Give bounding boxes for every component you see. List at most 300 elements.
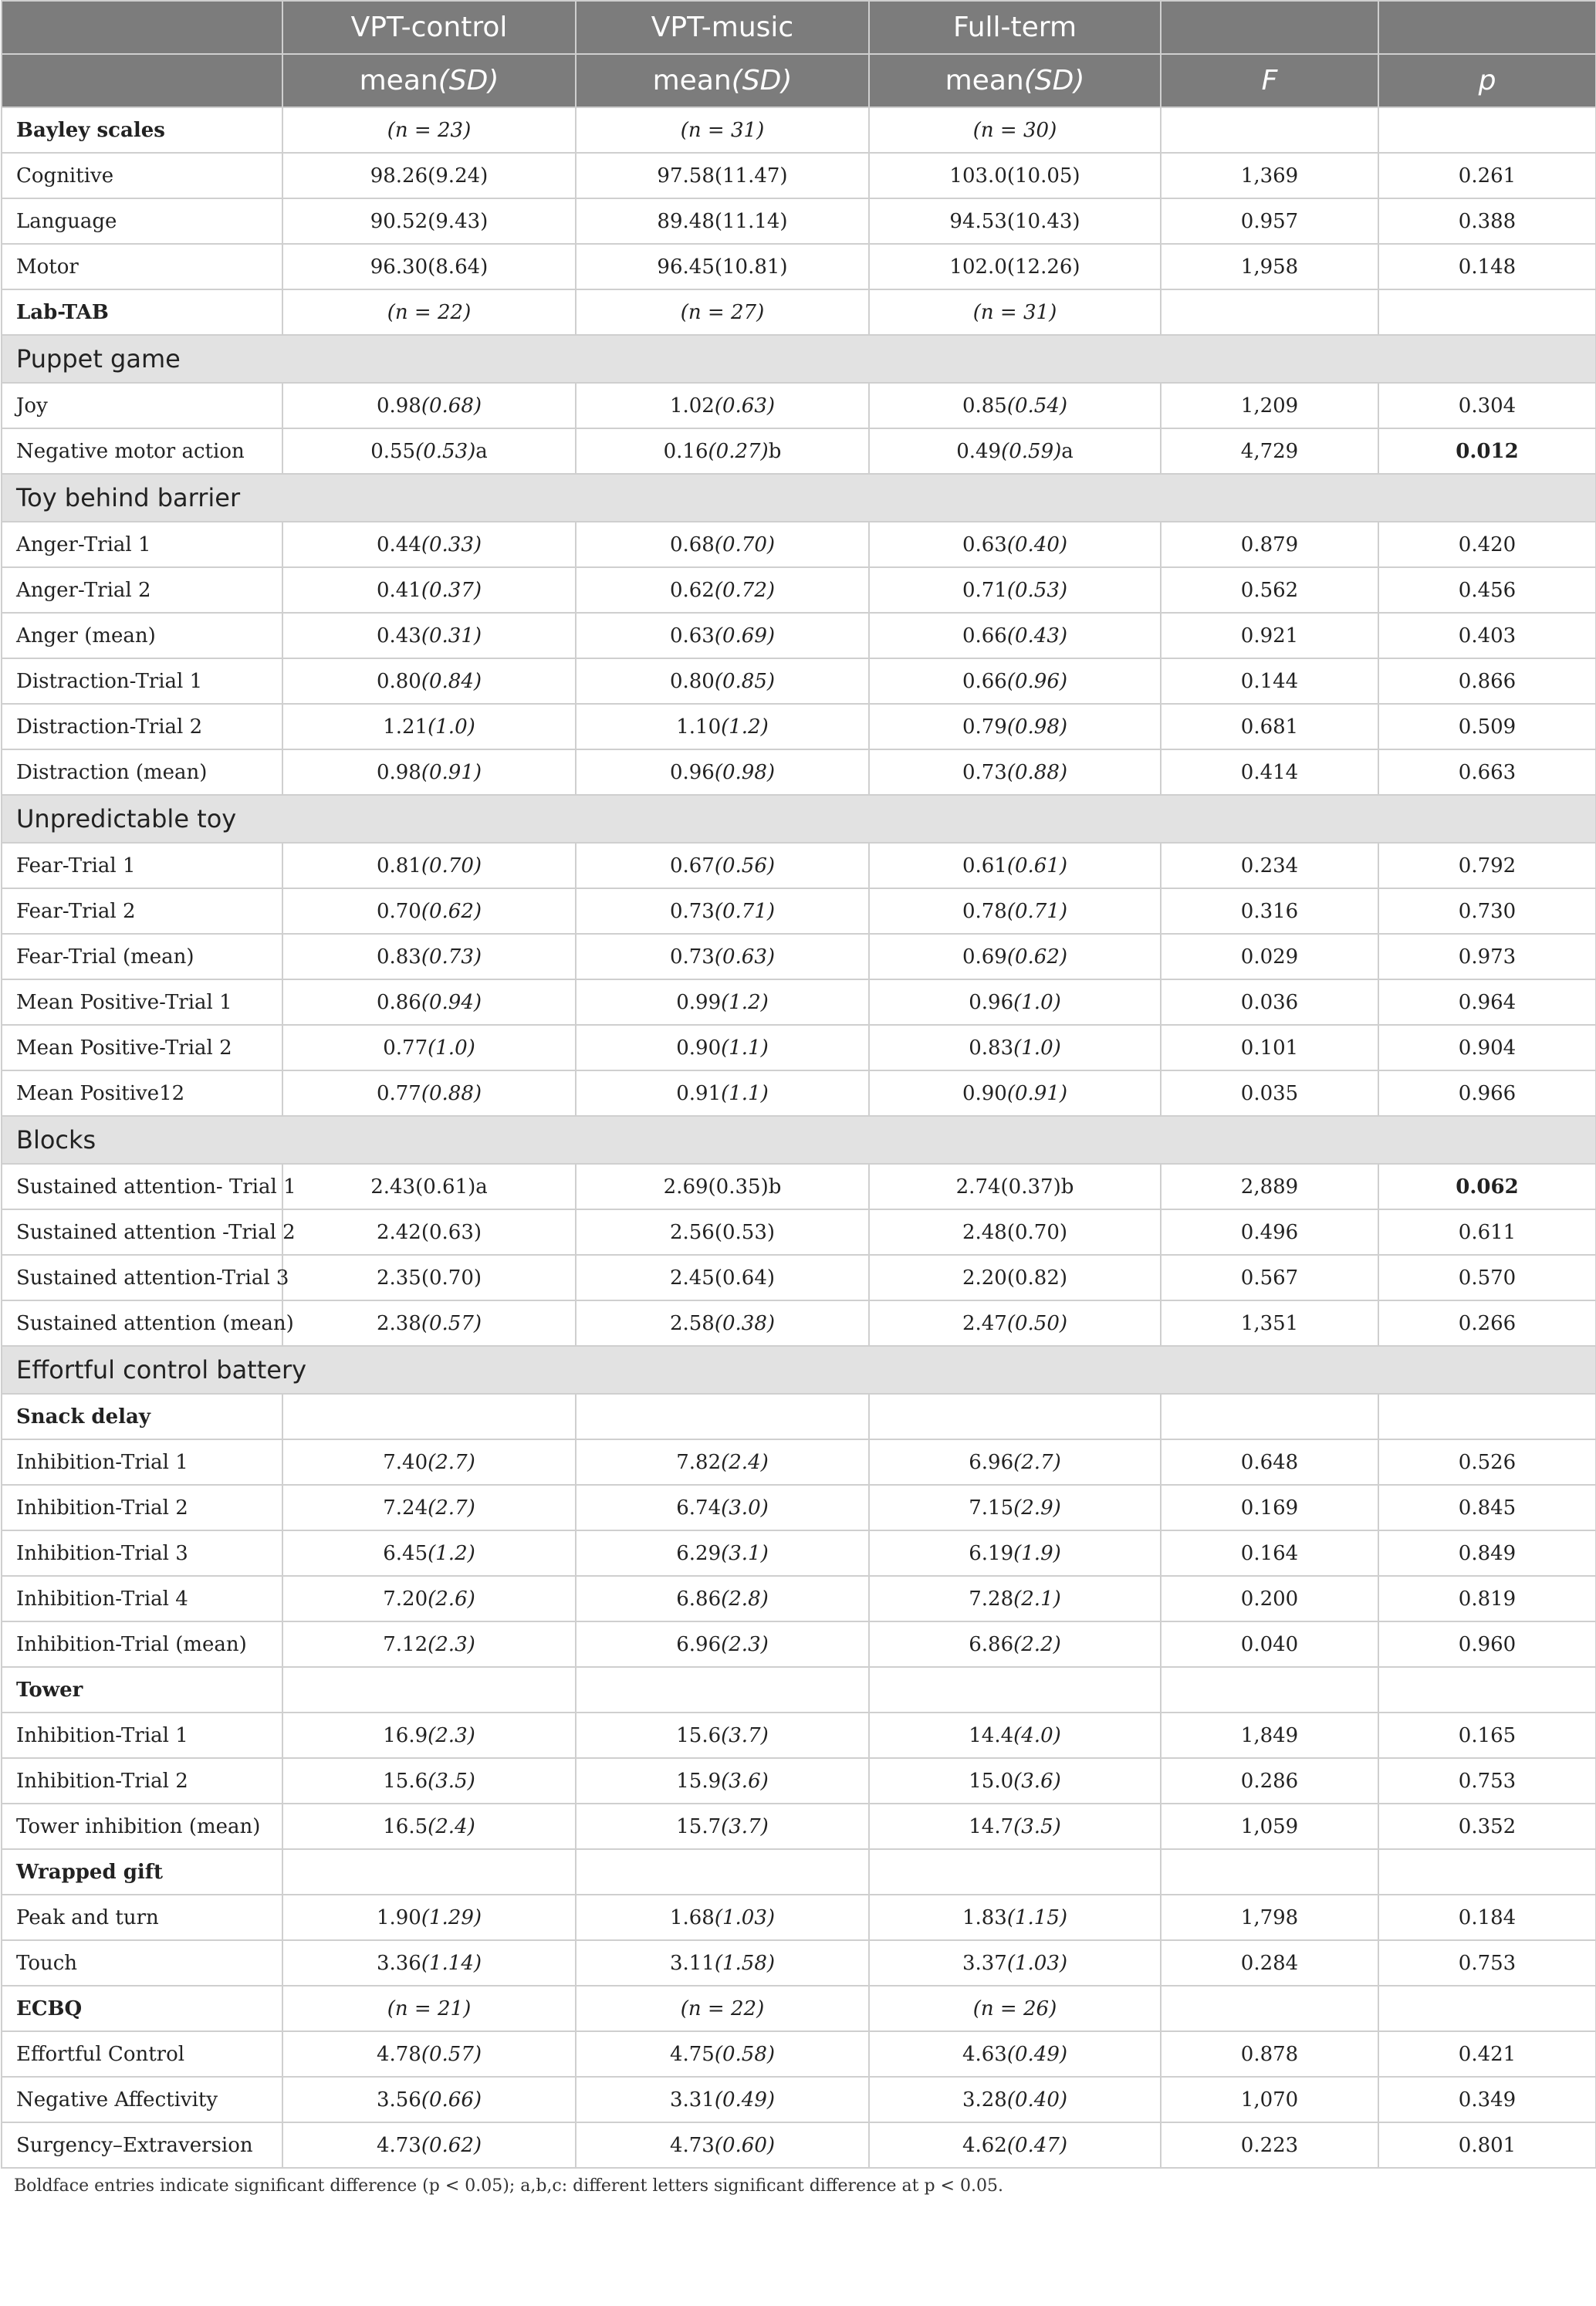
row-label: Sustained attention -Trial 2 — [2, 1209, 282, 1255]
subheading-label: Bayley scales — [2, 107, 282, 153]
p-value: 0.261 — [1378, 153, 1596, 198]
mean-value: 0.63 — [669, 624, 715, 648]
row-label: Fear-Trial 1 — [2, 843, 282, 888]
sd-value: (0.31) — [421, 624, 482, 648]
sd-value: (0.49) — [714, 2088, 776, 2112]
mean-sd-cell — [282, 1070, 576, 1116]
p-value: 0.753 — [1378, 1940, 1596, 1986]
p-value: 0.730 — [1378, 888, 1596, 934]
sd-value: (4.0) — [1013, 1723, 1061, 1747]
row-label: Sustained attention-Trial 3 — [2, 1255, 282, 1300]
sd-value: (0.38) — [714, 1311, 776, 1335]
sd-value: (1.0) — [428, 715, 475, 739]
sd-value: (0.50) — [1006, 1311, 1068, 1335]
mean-sd-cell — [576, 1940, 869, 1986]
table-row — [2, 1070, 1596, 1116]
sd-value: (1.0) — [428, 1036, 475, 1060]
p-value: 0.456 — [1378, 567, 1596, 613]
mean-sd-cell — [282, 1300, 576, 1346]
mean-sd-cell — [869, 198, 1161, 244]
mean-sd-cell — [869, 888, 1161, 934]
sample-size-cell: (n = 31) — [576, 107, 869, 153]
mean-sd-cell — [576, 1485, 869, 1530]
mean-value: 0.61 — [962, 854, 1007, 877]
significance-letter: b — [768, 439, 782, 463]
mean-sd-value: 2.43(0.61)a — [370, 1175, 488, 1199]
row-label: Inhibition-Trial 2 — [2, 1485, 282, 1530]
mean-value: 0.44 — [376, 533, 421, 556]
mean-sd-value: 2.74(0.37)b — [955, 1175, 1074, 1199]
mean-sd-cell — [869, 522, 1161, 567]
sd-value: (2.6) — [428, 1587, 475, 1611]
f-value: 0.200 — [1161, 1576, 1378, 1621]
p-value: 0.904 — [1378, 1025, 1596, 1070]
mean-sd-cell — [869, 934, 1161, 979]
mean-value: 1.90 — [376, 1905, 421, 1929]
row-label: Negative Affectivity — [2, 2077, 282, 2122]
sd-value: (0.62) — [421, 2133, 482, 2157]
row-label: Surgency–Extraversion — [2, 2122, 282, 2168]
sd-value: (0.63) — [714, 394, 776, 418]
empty-cell — [1161, 1986, 1378, 2031]
p-value: 0.062 — [1378, 1164, 1596, 1209]
empty-cell — [1378, 289, 1596, 335]
mean-value: 0.79 — [962, 715, 1007, 739]
mean-sd-cell — [576, 888, 869, 934]
empty-cell — [1161, 107, 1378, 153]
mean-sd-cell — [282, 1713, 576, 1758]
p-value: 0.420 — [1378, 522, 1596, 567]
row-label: Peak and turn — [2, 1895, 282, 1940]
mean-sd-cell — [869, 153, 1161, 198]
row-label: Sustained attention (mean) — [2, 1300, 282, 1346]
mean-value: 6.96 — [969, 1450, 1014, 1474]
mean-value: 2.47 — [962, 1311, 1007, 1335]
f-value: 0.029 — [1161, 934, 1378, 979]
mean-value: 0.63 — [962, 533, 1007, 556]
row-label: Inhibition-Trial (mean) — [2, 1621, 282, 1667]
section-title: Effortful control battery — [2, 1346, 1596, 1394]
empty-cell — [1161, 1394, 1378, 1439]
table-row — [2, 1164, 1596, 1209]
header-mean-sd: mean(SD) — [869, 54, 1161, 107]
mean-value: 0.66 — [962, 669, 1007, 693]
mean-sd-value: 2.69(0.35)b — [663, 1175, 782, 1199]
row-label: Mean Positive-Trial 2 — [2, 1025, 282, 1070]
sd-value: (0.85) — [714, 669, 776, 693]
f-value: 0.286 — [1161, 1758, 1378, 1804]
sample-size-cell: (n = 23) — [282, 107, 576, 153]
sd-value: (1.1) — [721, 1081, 769, 1105]
section-header-row — [2, 795, 1596, 843]
mean-sd-cell — [282, 1025, 576, 1070]
row-label: Anger (mean) — [2, 613, 282, 658]
mean-sd-value: 2.42(0.63) — [376, 1220, 482, 1244]
mean-sd-value: 96.30(8.64) — [370, 255, 489, 279]
sd-value: (0.40) — [1006, 2088, 1068, 2112]
mean-sd-cell — [576, 2031, 869, 2077]
sd-value: (3.1) — [721, 1541, 769, 1565]
table-row — [2, 567, 1596, 613]
mean-sd-cell — [576, 244, 869, 289]
sd-value: (0.71) — [1006, 899, 1068, 923]
table-row — [2, 198, 1596, 244]
f-value: 1,958 — [1161, 244, 1378, 289]
header-vpt-control: VPT-control — [282, 1, 576, 54]
f-value: 1,849 — [1161, 1713, 1378, 1758]
mean-sd-cell — [282, 934, 576, 979]
table-row — [2, 704, 1596, 749]
mean-sd-cell — [282, 1209, 576, 1255]
sample-size-cell: (n = 30) — [869, 107, 1161, 153]
sd-value: (0.47) — [1006, 2133, 1068, 2157]
mean-value: 0.77 — [383, 1036, 428, 1060]
mean-sd-cell — [282, 843, 576, 888]
mean-sd-cell — [869, 1576, 1161, 1621]
sample-size-cell: (n = 22) — [576, 1986, 869, 2031]
mean-sd-cell — [869, 1758, 1161, 1804]
mean-sd-cell — [869, 1070, 1161, 1116]
section-title: Unpredictable toy — [2, 795, 1596, 843]
mean-sd-cell — [869, 1895, 1161, 1940]
subheading-label: ECBQ — [2, 1986, 282, 2031]
mean-value: 6.96 — [676, 1632, 722, 1656]
mean-sd-cell — [869, 1485, 1161, 1530]
mean-value: 0.90 — [676, 1036, 722, 1060]
mean-sd-cell — [576, 658, 869, 704]
subheading-label: Snack delay — [2, 1394, 282, 1439]
mean-sd-cell — [576, 704, 869, 749]
mean-value: 0.68 — [669, 533, 715, 556]
section-header-row — [2, 1346, 1596, 1394]
p-value: 0.304 — [1378, 383, 1596, 428]
mean-sd-cell — [869, 428, 1161, 474]
sd-value: (3.6) — [721, 1769, 769, 1793]
mean-value: 16.5 — [383, 1814, 428, 1838]
p-value: 0.012 — [1378, 428, 1596, 474]
sd-value: (1.0) — [1013, 990, 1061, 1014]
mean-sd-cell — [869, 843, 1161, 888]
header-empty-cell — [2, 1, 282, 54]
mean-sd-cell — [576, 2122, 869, 2168]
mean-value: 3.28 — [962, 2088, 1007, 2112]
sd-value: (1.2) — [428, 1541, 475, 1565]
sample-size-cell — [869, 1394, 1161, 1439]
f-value: 0.164 — [1161, 1530, 1378, 1576]
mean-sd-cell — [576, 1530, 869, 1576]
mean-value: 7.24 — [383, 1496, 428, 1520]
sd-value: (0.43) — [1006, 624, 1068, 648]
mean-sd-cell — [282, 1895, 576, 1940]
mean-value: 0.83 — [969, 1036, 1014, 1060]
sample-size-cell: (n = 26) — [869, 1986, 1161, 2031]
sd-value: (1.58) — [714, 1951, 776, 1975]
mean-value: 0.16 — [663, 439, 708, 463]
sd-value: (0.63) — [714, 945, 776, 969]
sd-value: (3.5) — [1013, 1814, 1061, 1838]
row-label: Anger-Trial 1 — [2, 522, 282, 567]
sd-value: (1.03) — [1006, 1951, 1068, 1975]
mean-value: 0.41 — [376, 578, 421, 602]
mean-value: 0.96 — [669, 760, 715, 784]
mean-value: 15.6 — [383, 1769, 428, 1793]
mean-sd-cell — [282, 1530, 576, 1576]
p-value: 0.663 — [1378, 749, 1596, 795]
row-label: Anger-Trial 2 — [2, 567, 282, 613]
mean-sd-cell — [576, 428, 869, 474]
mean-sd-cell — [869, 2122, 1161, 2168]
f-value: 0.036 — [1161, 979, 1378, 1025]
mean-sd-cell — [576, 1576, 869, 1621]
f-value: 0.284 — [1161, 1940, 1378, 1986]
p-value: 0.964 — [1378, 979, 1596, 1025]
f-value: 0.169 — [1161, 1485, 1378, 1530]
row-label: Negative motor action — [2, 428, 282, 474]
sd-value: (2.4) — [721, 1450, 769, 1474]
table-row — [2, 1713, 1596, 1758]
mean-value: 1.68 — [669, 1905, 715, 1929]
header-empty-cell — [2, 54, 282, 107]
f-value: 0.681 — [1161, 704, 1378, 749]
row-label: Tower inhibition (mean) — [2, 1804, 282, 1849]
header-row-groups — [2, 1, 1596, 54]
mean-value: 0.73 — [669, 945, 715, 969]
row-label: Motor — [2, 244, 282, 289]
table-row — [2, 383, 1596, 428]
mean-value: 2.38 — [376, 1311, 421, 1335]
mean-value: 1.21 — [383, 715, 428, 739]
p-value: 0.845 — [1378, 1485, 1596, 1530]
section-title: Toy behind barrier — [2, 474, 1596, 522]
mean-sd-cell — [576, 1164, 869, 1209]
mean-sd-cell — [282, 1485, 576, 1530]
mean-value: 0.96 — [969, 990, 1014, 1014]
mean-value: 0.90 — [962, 1081, 1007, 1105]
p-value: 0.801 — [1378, 2122, 1596, 2168]
mean-value: 15.7 — [676, 1814, 722, 1838]
p-value: 0.403 — [1378, 613, 1596, 658]
table-row — [2, 1025, 1596, 1070]
sample-size-cell — [282, 1849, 576, 1895]
sd-value: (0.62) — [421, 899, 482, 923]
f-value: 0.648 — [1161, 1439, 1378, 1485]
mean-sd-cell — [282, 1804, 576, 1849]
p-value: 0.148 — [1378, 244, 1596, 289]
mean-sd-cell — [282, 704, 576, 749]
mean-value: 4.73 — [376, 2133, 421, 2157]
sd-value: (0.71) — [714, 899, 776, 923]
subheading-row — [2, 1986, 1596, 2031]
results-table — [1, 0, 1596, 2169]
table-row — [2, 2122, 1596, 2168]
mean-sd-cell — [869, 658, 1161, 704]
empty-cell — [1378, 1986, 1596, 2031]
mean-sd-cell — [869, 1025, 1161, 1070]
mean-sd-cell — [282, 522, 576, 567]
mean-value: 0.67 — [669, 854, 715, 877]
mean-sd-cell — [869, 613, 1161, 658]
sd-value: (0.98) — [1006, 715, 1068, 739]
mean-value: 0.62 — [669, 578, 715, 602]
mean-value: 7.40 — [383, 1450, 428, 1474]
mean-value: 15.0 — [969, 1769, 1014, 1793]
sd-value: (2.7) — [1013, 1450, 1061, 1474]
mean-sd-cell — [282, 888, 576, 934]
mean-value: 1.83 — [962, 1905, 1007, 1929]
sd-value: (1.14) — [421, 1951, 482, 1975]
sd-value: (0.73) — [421, 945, 482, 969]
mean-sd-cell — [869, 1713, 1161, 1758]
row-label: Mean Positive-Trial 1 — [2, 979, 282, 1025]
mean-value: 0.99 — [676, 990, 722, 1014]
section-header-row — [2, 474, 1596, 522]
sample-size-cell — [576, 1394, 869, 1439]
f-value: 0.040 — [1161, 1621, 1378, 1667]
mean-sd-cell — [576, 383, 869, 428]
mean-value: 3.31 — [669, 2088, 715, 2112]
f-value: 0.234 — [1161, 843, 1378, 888]
mean-value: 6.86 — [969, 1632, 1014, 1656]
f-value: 1,059 — [1161, 1804, 1378, 1849]
mean-value: 6.86 — [676, 1587, 722, 1611]
f-value: 0.921 — [1161, 613, 1378, 658]
mean-sd-cell — [869, 567, 1161, 613]
mean-sd-cell — [869, 1164, 1161, 1209]
mean-sd-cell — [282, 613, 576, 658]
mean-sd-cell — [869, 1940, 1161, 1986]
mean-sd-value: 2.48(0.70) — [962, 1220, 1068, 1244]
mean-sd-cell — [576, 522, 869, 567]
mean-value: 0.98 — [376, 760, 421, 784]
table-row — [2, 843, 1596, 888]
mean-sd-cell — [576, 934, 869, 979]
header-vpt-music: VPT-music — [576, 1, 869, 54]
f-value: 4,729 — [1161, 428, 1378, 474]
header-f-statistic: F — [1161, 54, 1378, 107]
f-value: 0.496 — [1161, 1209, 1378, 1255]
mean-sd-cell — [576, 1255, 869, 1300]
mean-value: 7.28 — [969, 1587, 1014, 1611]
subheading-row — [2, 289, 1596, 335]
p-value: 0.266 — [1378, 1300, 1596, 1346]
sd-value: (3.0) — [721, 1496, 769, 1520]
sd-value: (0.49) — [1006, 2042, 1068, 2066]
row-label: Fear-Trial (mean) — [2, 934, 282, 979]
p-value: 0.421 — [1378, 2031, 1596, 2077]
empty-cell — [1378, 1849, 1596, 1895]
mean-value: 6.45 — [383, 1541, 428, 1565]
f-value: 1,351 — [1161, 1300, 1378, 1346]
mean-value: 16.9 — [383, 1723, 428, 1747]
sample-size-cell: (n = 31) — [869, 289, 1161, 335]
f-value: 0.144 — [1161, 658, 1378, 704]
mean-sd-cell — [869, 2031, 1161, 2077]
f-value: 0.101 — [1161, 1025, 1378, 1070]
mean-sd-cell — [282, 1940, 576, 1986]
sd-value: (0.57) — [421, 1311, 482, 1335]
mean-sd-cell — [576, 843, 869, 888]
sd-value: (0.69) — [714, 624, 776, 648]
mean-value: 14.4 — [969, 1723, 1014, 1747]
mean-value: 0.86 — [376, 990, 421, 1014]
f-value: 1,070 — [1161, 2077, 1378, 2122]
table-row — [2, 1940, 1596, 1986]
mean-value: 0.98 — [376, 394, 421, 418]
p-value: 0.966 — [1378, 1070, 1596, 1116]
row-label: Distraction-Trial 1 — [2, 658, 282, 704]
sd-value: (1.29) — [421, 1905, 482, 1929]
mean-value: 0.43 — [376, 624, 421, 648]
f-value: 2,889 — [1161, 1164, 1378, 1209]
sd-value: (0.40) — [1006, 533, 1068, 556]
row-label: Inhibition-Trial 3 — [2, 1530, 282, 1576]
sd-value: (0.84) — [421, 669, 482, 693]
mean-sd-cell — [869, 1804, 1161, 1849]
p-value: 0.611 — [1378, 1209, 1596, 1255]
f-value: 0.316 — [1161, 888, 1378, 934]
p-value: 0.866 — [1378, 658, 1596, 704]
f-value: 0.223 — [1161, 2122, 1378, 2168]
p-value: 0.570 — [1378, 1255, 1596, 1300]
sd-value: (1.15) — [1006, 1905, 1068, 1929]
header-mean-sd: mean(SD) — [282, 54, 576, 107]
sd-value: (0.60) — [714, 2133, 776, 2157]
f-value: 0.035 — [1161, 1070, 1378, 1116]
mean-sd-value: 98.26(9.24) — [370, 164, 489, 188]
significance-letter: a — [1061, 439, 1074, 463]
mean-value: 0.70 — [376, 899, 421, 923]
mean-value: 0.73 — [669, 899, 715, 923]
mean-sd-cell — [282, 1758, 576, 1804]
mean-sd-cell — [282, 2122, 576, 2168]
table-row — [2, 613, 1596, 658]
table-footnote: Boldface entries indicate significant difference (p < 0.05); a,b,c: different letters significant difference at p < 0.05. — [14, 2176, 1003, 2196]
mean-sd-cell — [282, 2077, 576, 2122]
mean-sd-cell — [282, 153, 576, 198]
row-label: Inhibition-Trial 2 — [2, 1758, 282, 1804]
mean-sd-cell — [282, 1439, 576, 1485]
subheading-label: Wrapped gift — [2, 1849, 282, 1895]
row-label: Mean Positive12 — [2, 1070, 282, 1116]
table-row — [2, 1758, 1596, 1804]
sd-value: (0.98) — [714, 760, 776, 784]
mean-sd-cell — [869, 244, 1161, 289]
mean-sd-cell — [282, 244, 576, 289]
mean-value: 7.15 — [969, 1496, 1014, 1520]
mean-sd-value: 103.0(10.05) — [949, 164, 1080, 188]
p-value: 0.792 — [1378, 843, 1596, 888]
table-row — [2, 1255, 1596, 1300]
significance-letter: a — [475, 439, 488, 463]
mean-sd-cell — [869, 383, 1161, 428]
f-value: 0.414 — [1161, 749, 1378, 795]
empty-cell — [1161, 289, 1378, 335]
sd-value: (1.1) — [721, 1036, 769, 1060]
mean-sd-value: 2.35(0.70) — [376, 1266, 482, 1290]
mean-sd-value: 94.53(10.43) — [949, 209, 1080, 233]
sd-value: (0.88) — [421, 1081, 482, 1105]
p-value: 0.753 — [1378, 1758, 1596, 1804]
table-row — [2, 2077, 1596, 2122]
mean-value: 7.20 — [383, 1587, 428, 1611]
table-row — [2, 749, 1596, 795]
sd-value: (2.9) — [1013, 1496, 1061, 1520]
mean-value: 0.81 — [376, 854, 421, 877]
section-header-row — [2, 1116, 1596, 1164]
sd-value: (0.59) — [1001, 439, 1062, 463]
mean-sd-cell — [576, 1070, 869, 1116]
header-empty-cell — [1161, 1, 1378, 54]
